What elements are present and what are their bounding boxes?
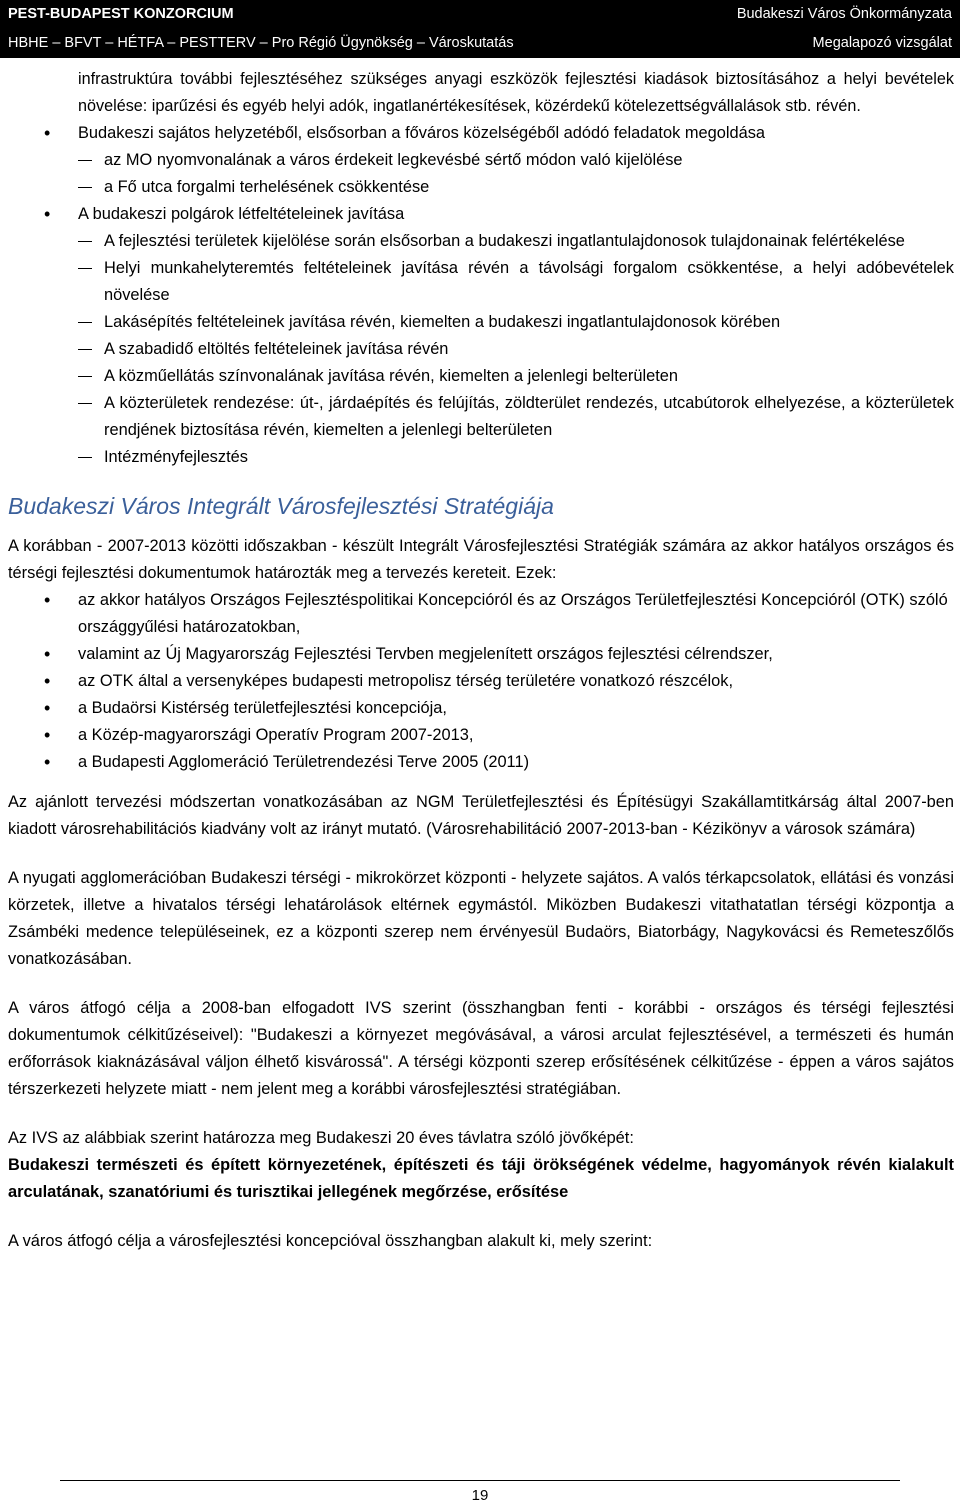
paragraph: A város átfogó célja a városfejlesztési koncepcióval összhangban alakult ki, mely szerint: [8, 1232, 653, 1250]
list-item: • az akkor hatályos Országos Fejlesztéspolitikai Koncepcióról és az Országos Területfejlesztési Koncepcióról (OTK) szóló országgyűlési határozatokban, [8, 587, 954, 641]
partner-list: HBHE – BFVT – HÉTFA – PESTTERV – Pro Régió Ügynökség – Városkutatás [8, 35, 514, 51]
document-type: Megalapozó vizsgálat [812, 35, 952, 51]
page-number: 19 [471, 1487, 489, 1504]
list-item: • A budakeszi polgárok létfeltételeinek javítása [8, 201, 954, 228]
continued-paragraph: infrastruktúra további fejlesztéséhez szükséges anyagi eszközök fejlesztési kiadások biztosításához a helyi bevételek növelése: iparűzési és egyéb helyi adók, ingatlanértékesítések, közérdekű kötelezettségvállalások stb. révén. [78, 70, 954, 115]
list-item: Helyi munkahelyteremtés feltételeinek javítása révén a távolsági forgalom csökkentése, a helyi adóbevételek növelése [8, 255, 954, 309]
list-item: Lakásépítés feltételeinek javítása révén, kiemelten a budakeszi ingatlantulajdonosok körében [8, 309, 954, 336]
paragraph: A nyugati agglomerációban Budakeszi térségi - mikrokörzet központi - helyzete sajátos. A valós térkapcsolatok, ellátási és vonzási körzetek, illetve a hivatalos térségi lehatárolások eltérnek egymástól. Miközben Budakeszi vitathatatlan térségi központja a Zsámbéki medence településeinek, ez a központi szerep nem érvényesül Budaörs, Biatorbágy, Nagykovácsi és Remeteszőlős vonatkozásában. [8, 869, 954, 968]
paragraph: A város átfogó célja a 2008-ban elfogadott IVS szerint (összhangban fenti - korábbi - országos és térségi fejlesztési dokumentumok célkitűzéseivel): "Budakeszi a környezet megóvásával, a városi arculat fejlesztésével, a természeti és humán erőforrások kiaknázásával váljon élhető kisvárossá". A térségi központi szerep erősítésének célkitűzése - éppen a város sajátos térszerkezeti helyzete miatt - nem jelent meg a korábbi városfejlesztési stratégiában. [8, 999, 954, 1098]
list-item: A fejlesztési területek kijelölése során elsősorban a budakeszi ingatlantulajdonosok tulajdonainak felértékelése [8, 228, 954, 255]
vision-statement: Budakeszi természeti és épített környezetének, építészeti és táji örökségének védelme, hagyományok révén kialakult arculatának, szanatóriumi és turisztikai jellegének megőrzése, erősítése [8, 1156, 954, 1201]
list-item: • Budakeszi sajátos helyzetéből, elsősorban a főváros közelségéből adódó feladatok megoldása [8, 120, 954, 147]
sub-list [8, 147, 954, 201]
list-item: • a Budaörsi Kistérség területfejlesztési koncepciója, [8, 695, 954, 722]
objectives-list [8, 201, 954, 228]
paragraph: A korábban - 2007-2013 közötti időszakban - készült Integrált Városfejlesztési Stratégiák számára az akkor hatályos országos és térségi fejlesztési dokumentumok határozták meg a tervezés kereteit. Ezek: [8, 537, 954, 582]
list-item: A közterületek rendezése: út-, járdaépítés és felújítás, zöldterület rendezés, utcabútorok elhelyezése, a közterületek rendjének biztosítása révén, kiemelten a jelenlegi belterületen [8, 390, 954, 444]
list-item: az MO nyomvonalának a város érdekeit legkevésbé sértő módon való kijelölése [8, 147, 954, 174]
section-title: Budakeszi Város Integrált Városfejlesztési Stratégiája [8, 493, 554, 519]
list-item: • valamint az Új Magyarország Fejlesztési Tervben megjelenített országos fejlesztési célrendszer, [8, 641, 954, 668]
objectives-list [8, 120, 954, 147]
paragraph: Az IVS az alábbiak szerint határozza meg Budakeszi 20 éves távlatra szóló jövőképét: [8, 1129, 634, 1147]
footer-divider [60, 1480, 900, 1481]
list-item: A közműellátás színvonalának javítása révén, kiemelten a jelenlegi belterületen [8, 363, 954, 390]
list-item: • az OTK által a versenyképes budapesti metropolisz térség területére vonatkozó részcélok, [8, 668, 954, 695]
sub-list [8, 228, 954, 471]
list-item: • a Közép-magyarországi Operatív Program 2007-2013, [8, 722, 954, 749]
list-item: A szabadidő eltöltés feltételeinek javítása révén [8, 336, 954, 363]
client-name: Budakeszi Város Önkormányzata [736, 6, 952, 22]
list-item: a Fő utca forgalmi terhelésének csökkentése [8, 174, 954, 201]
list-item: • a Budapesti Agglomeráció Területrendezési Terve 2005 (2011) [8, 749, 954, 776]
paragraph: Az ajánlott tervezési módszertan vonatkozásában az NGM Területfejlesztési és Építésügyi Szakállamtitkárság által 2007-ben kiadott városrehabilitációs kiadvány volt az irányt mutató. (Városrehabilitáció 2007-2013-ban - Kézikönyv a városok számára) [8, 793, 954, 838]
list-item: Intézményfejlesztés [8, 444, 954, 471]
document-body [8, 66, 954, 1255]
page-header [0, 0, 960, 58]
consortium-name: PEST-BUDAPEST KONZORCIUM [8, 6, 234, 22]
documents-list [8, 587, 954, 776]
